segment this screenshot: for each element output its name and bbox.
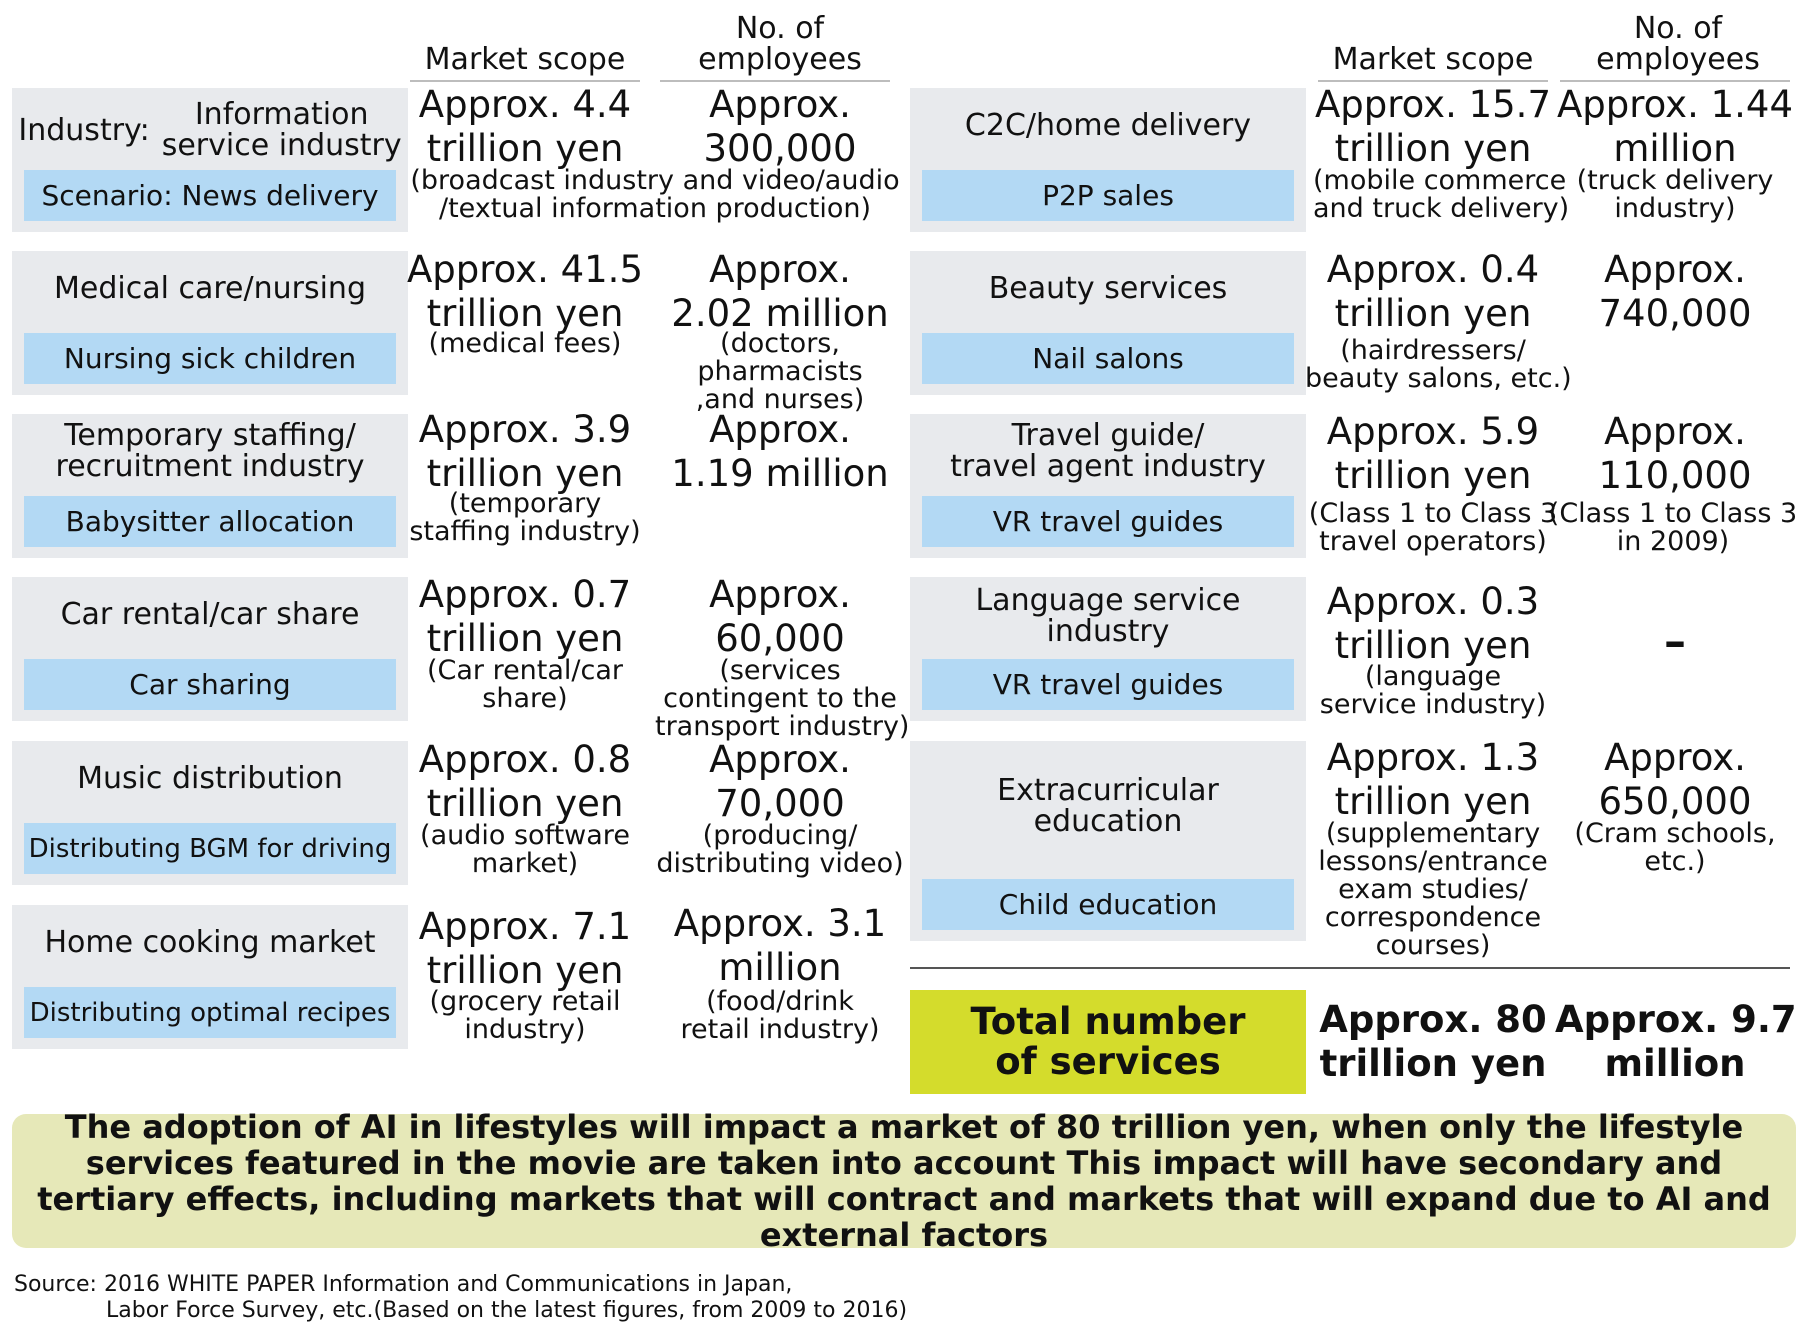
market-value: Approx. 0.3 trillion yen (1326, 580, 1540, 667)
total-employees: Approx. 9.7 million (1555, 998, 1797, 1085)
market-value: Approx. 0.4 trillion yen (1326, 248, 1540, 335)
scenario-label: VR travel guides (922, 496, 1294, 547)
industry-label: C2C/home delivery (964, 108, 1252, 143)
market-value: Approx. 0.8 trillion yen (418, 738, 632, 825)
summary-banner (12, 1108, 1796, 1254)
header-divider (660, 80, 890, 82)
market-note: (grocery retail industry) (429, 986, 621, 1045)
industry-label: Language service industry (975, 583, 1241, 649)
industry-card (910, 251, 1306, 395)
scenario-label: Distributing optimal recipes (24, 987, 396, 1038)
industry-card (12, 414, 408, 558)
scenario-label: Scenario: News delivery (24, 170, 396, 221)
industry-card (910, 88, 1306, 232)
industry-card (910, 414, 1306, 558)
header-market-scope-right: Market scope (1332, 42, 1534, 77)
market-note: (hairdressers/ beauty salons, etc.) (1305, 335, 1572, 394)
employees-value: Approx. 1.19 million (671, 408, 889, 495)
scenario-label: Child education (922, 879, 1294, 930)
employees-value: Approx. 740,000 (1598, 248, 1752, 335)
industry-card (910, 741, 1306, 941)
shared-note: (broadcast industry and video/audio /textual information production) (410, 165, 900, 224)
industry-label: Extracurricular education (997, 773, 1219, 839)
employees-note: (services contingent to the transport industry) (655, 655, 910, 742)
total-separator (910, 967, 1790, 969)
employees-value: Approx. 60,000 (709, 573, 851, 660)
employees-value: Approx. 650,000 (1598, 736, 1752, 823)
scenario-label: VR travel guides (922, 659, 1294, 710)
industry-card (12, 251, 408, 395)
employees-value: Approx. 70,000 (709, 738, 851, 825)
total-label: Total number of services (910, 990, 1306, 1094)
industry-card (910, 577, 1306, 721)
market-value: Approx. 41.5 trillion yen (407, 248, 643, 335)
market-value: Approx. 3.9 trillion yen (418, 408, 632, 495)
total-market: Approx. 80 trillion yen (1319, 998, 1547, 1085)
market-note: (medical fees) (428, 328, 622, 359)
scenario-label: Babysitter allocation (24, 496, 396, 547)
industry-label: Travel guide/ travel agent industry (950, 418, 1266, 484)
industry-prefix: Industry: (18, 112, 150, 148)
market-value: Approx. 4.4 trillion yen (418, 83, 632, 170)
scenario-label: Distributing BGM for driving (24, 823, 396, 874)
industry-card (12, 88, 408, 232)
summary-text: The adoption of AI in lifestyles will impact a market of 80 trillion yen, when only the lifestyle services featured in the movie are taken into account This impact will have secondary and tertiary effects, including markets that will contract and markets that will expand due to AI and external factors (37, 1108, 1771, 1254)
market-value: Approx. 1.3 trillion yen (1326, 736, 1540, 823)
scenario-label: P2P sales (922, 170, 1294, 221)
employees-value-dash: – (1664, 616, 1686, 667)
header-divider (1560, 80, 1790, 82)
market-note: (audio software market) (420, 820, 630, 879)
market-note: (language service industry) (1319, 661, 1547, 720)
scenario-label: Nail salons (922, 333, 1294, 384)
industry-card (12, 741, 408, 885)
employees-value: Approx. 300,000 (703, 83, 857, 170)
industry-card (12, 577, 408, 721)
employees-note: (producing/ distributing video) (656, 820, 904, 879)
market-note: (mobile commerce and truck delivery) (1313, 165, 1570, 224)
employees-note: (doctors, pharmacists ,and nurses) (695, 328, 865, 415)
source-note (14, 1272, 907, 1324)
header-divider (1318, 80, 1548, 82)
employees-value: Approx. 1.44 million (1557, 83, 1793, 170)
employees-value: Approx. 3.1 million (673, 902, 887, 989)
header-divider (410, 80, 640, 82)
industry-card (12, 905, 408, 1049)
market-value: Approx. 7.1 trillion yen (418, 905, 632, 992)
employees-note: (food/drink retail industry) (680, 986, 880, 1045)
market-note: (temporary staffing industry) (409, 488, 641, 547)
scenario-label: Nursing sick children (24, 333, 396, 384)
scenario-label: Car sharing (24, 659, 396, 710)
employees-value: Approx. 2.02 million (671, 248, 889, 335)
industry-label: Beauty services (988, 271, 1228, 306)
market-note: (supplementary lessons/entrance exam studies/ correspondence courses) (1318, 818, 1548, 961)
market-value: Approx. 15.7 trillion yen (1315, 83, 1551, 170)
header-market-scope-left: Market scope (424, 42, 626, 77)
industry-label: Temporary staffing/ recruitment industry (55, 418, 365, 484)
market-value: Approx. 0.7 trillion yen (418, 573, 632, 660)
industry-label (12, 98, 408, 162)
market-value: Approx. 5.9 trillion yen (1326, 410, 1540, 497)
source-line: Source: 2016 WHITE PAPER Information and Communications in Japan, (14, 1272, 793, 1297)
industry-label: Home cooking market (44, 925, 376, 960)
header-employees-left: No. of employees (698, 11, 862, 77)
employees-note: (truck delivery industry) (1576, 165, 1774, 224)
industry-name: Information service industry (161, 97, 402, 163)
market-note: (Class 1 to Class 3 travel operators) (1308, 498, 1558, 557)
header-employees-right: No. of employees (1596, 11, 1760, 77)
source-line: Labor Force Survey, etc.(Based on the latest figures, from 2009 to 2016) (106, 1298, 908, 1323)
industry-label: Music distribution (77, 761, 343, 796)
industry-label: Car rental/car share (60, 597, 360, 632)
market-note: (Car rental/car share) (426, 655, 624, 714)
industry-label: Medical care/nursing (54, 271, 366, 306)
employees-value: Approx. 110,000 (1598, 410, 1752, 497)
employees-note: (Cram schools, etc.) (1574, 818, 1776, 877)
employees-note: (Class 1 to Class 3 in 2009) (1548, 498, 1798, 557)
